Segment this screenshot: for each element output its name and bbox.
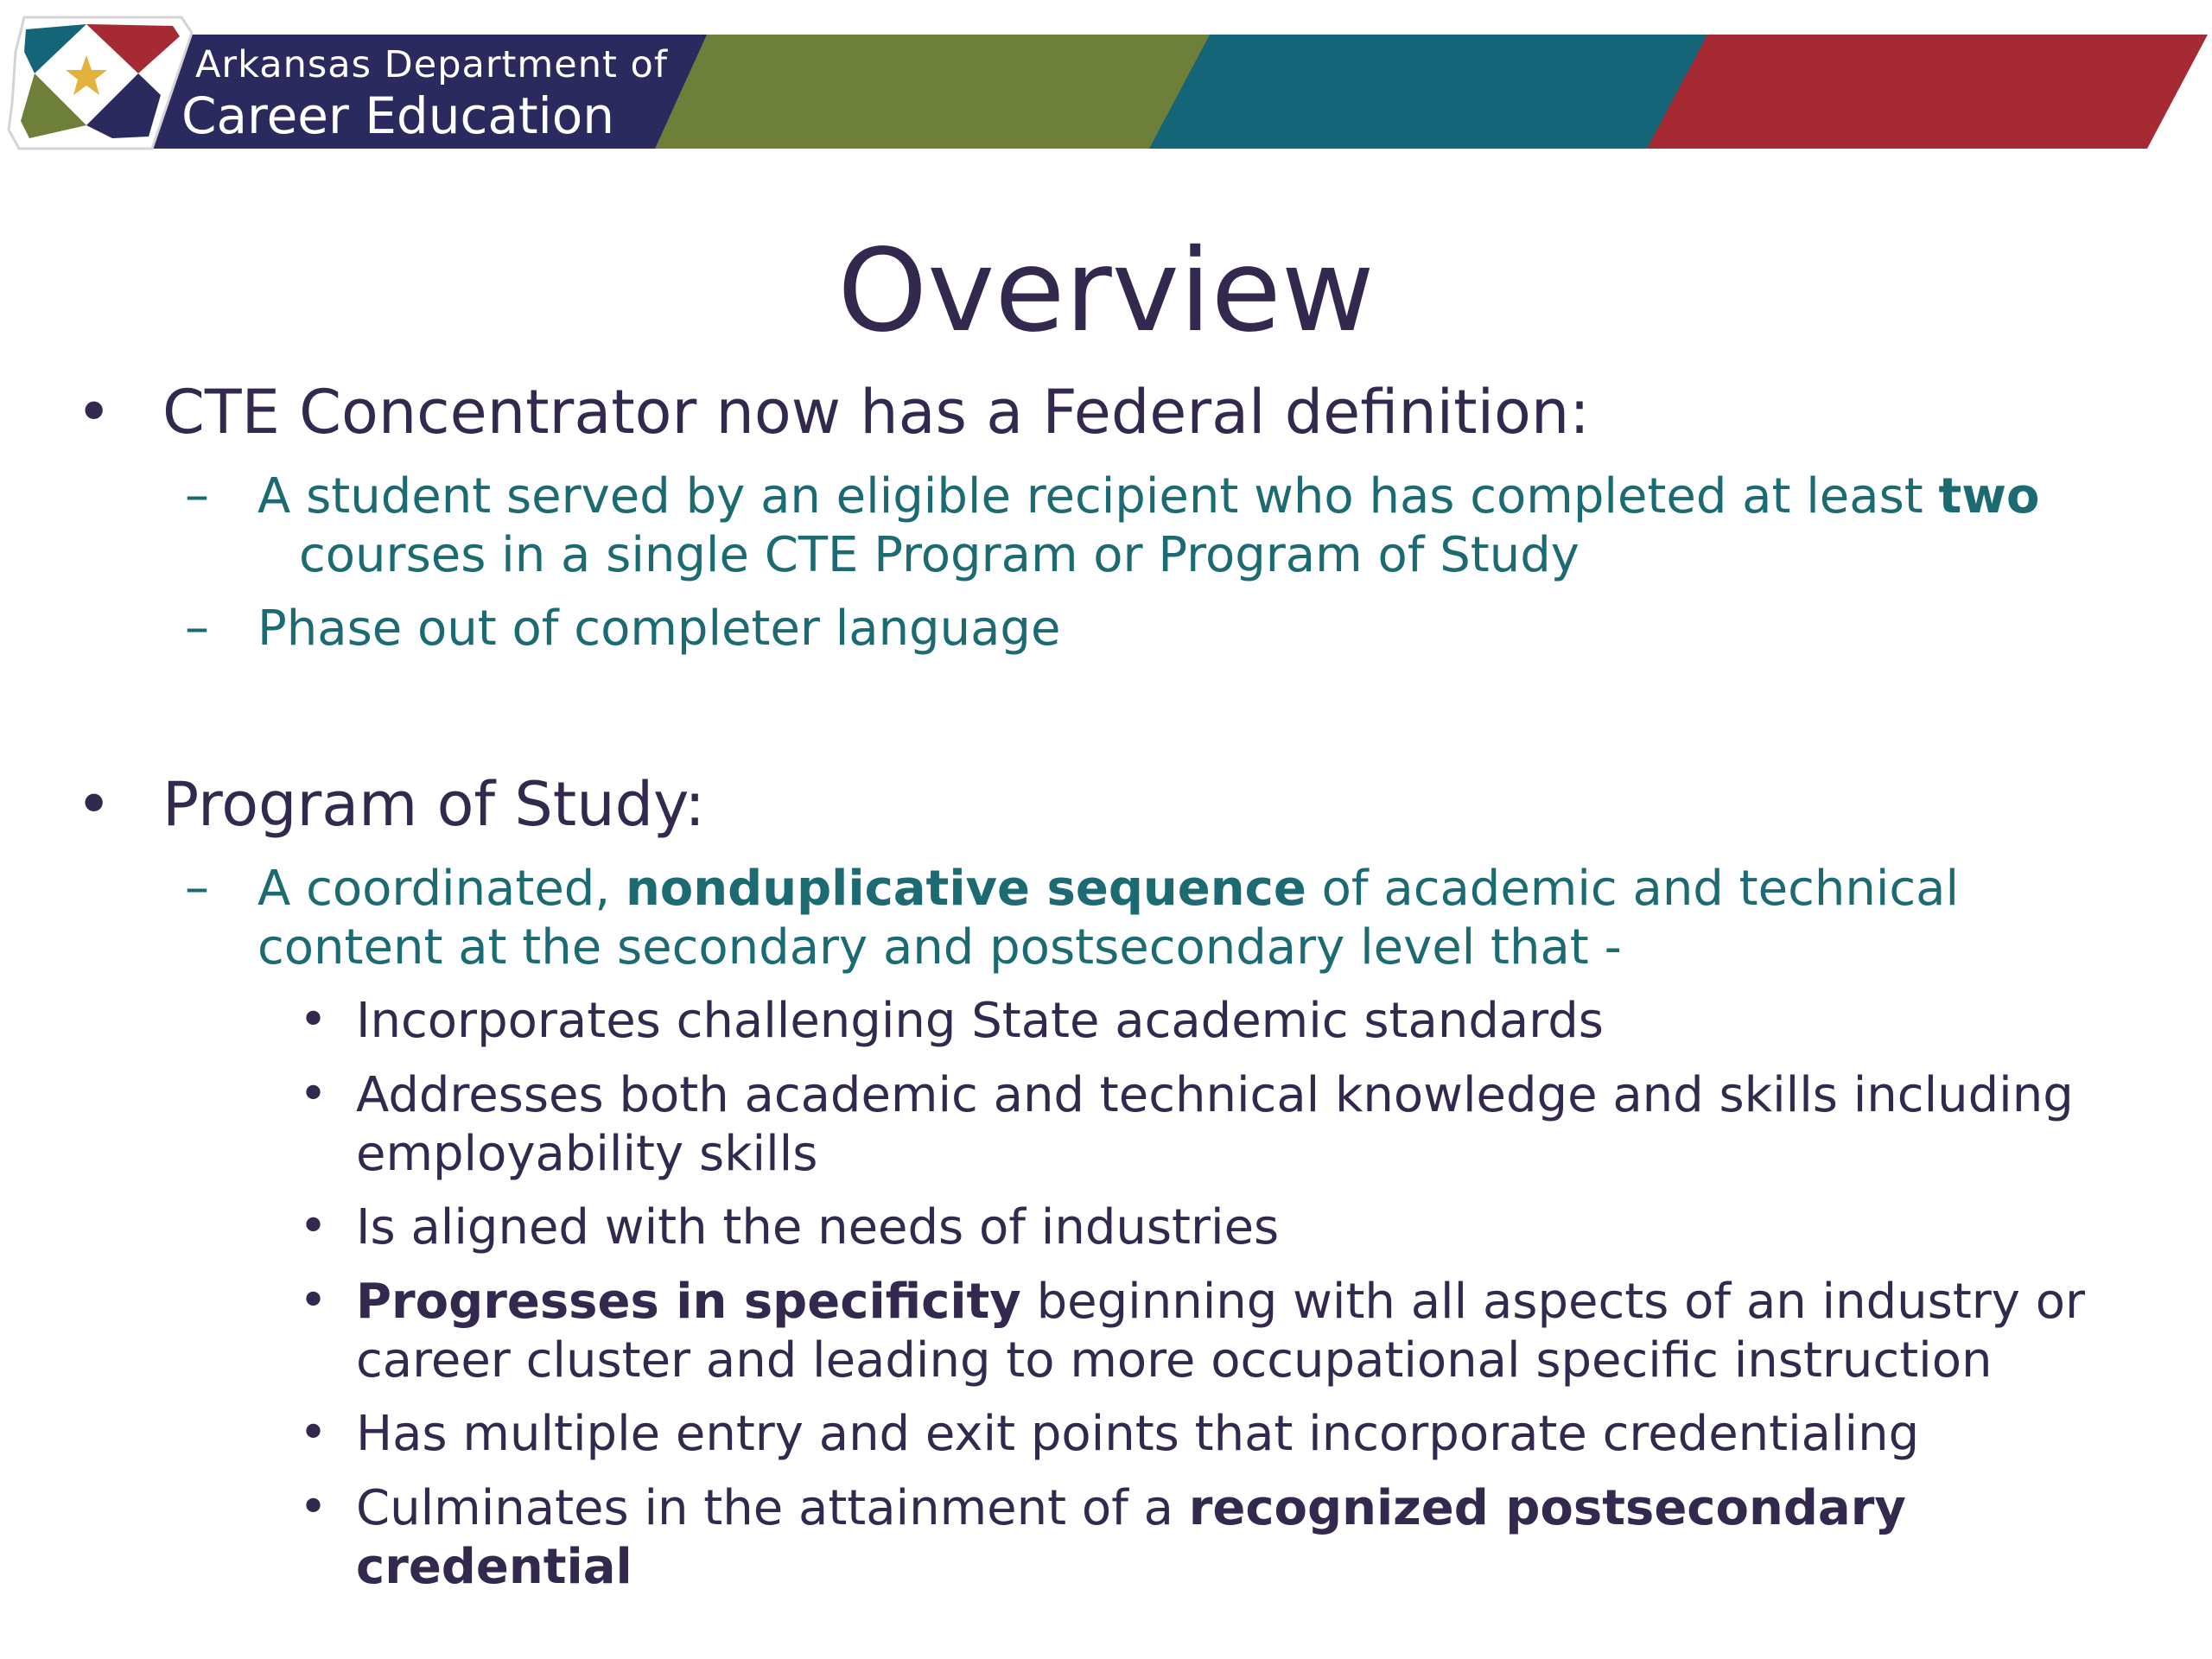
org-name-line2: Career Education	[181, 86, 615, 145]
list-item-post: beginning with all aspects of an industry or	[1020, 1274, 2086, 1330]
pos-definition-line2: content at the secondary and postsecondary level that -	[257, 919, 1622, 976]
bullet-marker: •	[299, 1066, 328, 1122]
dash-marker: –	[185, 467, 209, 524]
bullet-marker: •	[299, 1198, 328, 1255]
bullet-marker: •	[299, 1405, 328, 1461]
list-item-line2: employability skills	[356, 1126, 818, 1182]
list-item	[356, 1479, 1906, 1597]
list-item-pre: Culminates in the attainment of a	[356, 1480, 1189, 1536]
definition-bold-two: two	[1938, 468, 2040, 524]
bullet-marker: •	[299, 1273, 328, 1329]
org-name-line1: Arkansas Department of	[195, 43, 668, 86]
definition-text: A student served by an eligible recipient who has completed at least	[257, 468, 1939, 524]
list-item	[356, 1273, 2085, 1390]
list-item: Has multiple entry and exit points that incorporate credentialing	[356, 1406, 1920, 1462]
bullet-marker: •	[299, 1479, 328, 1535]
dash-marker: –	[185, 600, 209, 656]
header-banner	[0, 0, 2212, 164]
list-item-bold: recognized postsecondary	[1188, 1480, 1906, 1536]
bullet-marker: •	[76, 377, 112, 448]
banner-stripe-teal	[1149, 35, 1709, 149]
pos-definition-bold: nonduplicative sequence	[625, 861, 1306, 917]
list-item-line2: career cluster and leading to more occupational specific instruction	[356, 1332, 1993, 1389]
phase-out-item: Phase out of completer language	[257, 601, 1061, 657]
section-heading-program-of-study: Program of Study:	[162, 769, 705, 840]
bullet-marker: •	[299, 992, 328, 1048]
dash-marker: –	[185, 860, 209, 916]
section-heading-cte-concentrator: CTE Concentrator now has a Federal definition:	[162, 377, 1590, 448]
list-item: Incorporates challenging State academic standards	[356, 993, 1604, 1049]
list-item-line1: Addresses both academic and technical knowledge and skills including	[356, 1067, 2074, 1123]
pos-definition-pre: A coordinated,	[257, 861, 626, 917]
banner-stripe-olive	[655, 35, 1211, 149]
pos-definition-post: of academic and technical	[1306, 861, 1960, 917]
banner-stripe-red	[1647, 35, 2208, 149]
definition-text-line2: courses in a single CTE Program or Program of Study	[299, 527, 1580, 583]
list-item-line2-bold: credential	[356, 1539, 632, 1595]
program-of-study-definition	[257, 860, 1959, 977]
bullet-marker: •	[76, 769, 112, 840]
list-item	[356, 1066, 2074, 1184]
list-item-bold: Progresses in specificity	[356, 1274, 1021, 1330]
concentrator-definition	[257, 467, 2040, 585]
slide-title: Overview	[837, 225, 1375, 358]
list-item: Is aligned with the needs of industries	[356, 1199, 1280, 1255]
